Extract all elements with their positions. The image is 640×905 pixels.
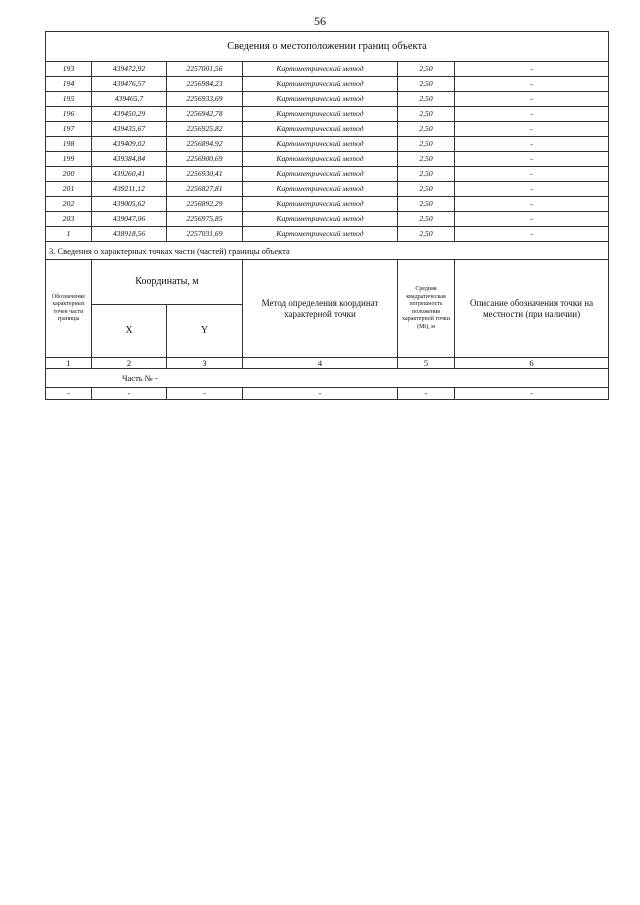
- col-index: 2: [92, 358, 167, 369]
- point-number: 200: [46, 167, 92, 182]
- page-number: 56: [314, 14, 326, 28]
- mt-value: 2,50: [398, 107, 455, 122]
- method: Картометрический метод: [243, 152, 398, 167]
- coord-x: 439005,62: [92, 197, 167, 212]
- coord-x: 439211,12: [92, 182, 167, 197]
- coord-y: 2257031,69: [167, 227, 243, 242]
- coord-y: 2256933,69: [167, 92, 243, 107]
- empty-cell: -: [243, 388, 398, 400]
- description: -: [455, 62, 609, 77]
- coord-y: 2256892,29: [167, 197, 243, 212]
- description: -: [455, 212, 609, 227]
- method: Картометрический метод: [243, 77, 398, 92]
- method: Картометрический метод: [243, 62, 398, 77]
- coord-y: 2256930,41: [167, 167, 243, 182]
- empty-cell: -: [92, 388, 167, 400]
- description: -: [455, 137, 609, 152]
- description: -: [455, 182, 609, 197]
- header-point-label: Обозначение характерных точек части границы: [46, 260, 92, 358]
- mt-value: 2,50: [398, 182, 455, 197]
- description: -: [455, 77, 609, 92]
- description: -: [455, 152, 609, 167]
- header-coordinates: Координаты, м: [92, 260, 243, 305]
- empty-cell: -: [167, 388, 243, 400]
- method: Картометрический метод: [243, 227, 398, 242]
- col-index: 5: [398, 358, 455, 369]
- coord-y: 2256925,82: [167, 122, 243, 137]
- coord-x: 439047,06: [92, 212, 167, 227]
- empty-cell: -: [455, 388, 609, 400]
- point-number: 201: [46, 182, 92, 197]
- col-index: 3: [167, 358, 243, 369]
- table-row: [46, 167, 609, 182]
- header-method: Метод определения координат характерной точки: [243, 260, 398, 358]
- coord-x: 439450,29: [92, 107, 167, 122]
- table-row: [46, 182, 609, 197]
- point-number: 202: [46, 197, 92, 212]
- coord-x: 439465,7: [92, 92, 167, 107]
- coord-x: 439260,41: [92, 167, 167, 182]
- table-row: [46, 122, 609, 137]
- header-description: Описание обозначения точки на местности (при наличии): [455, 260, 609, 358]
- coord-y: 2257001,56: [167, 62, 243, 77]
- mt-value: 2,50: [398, 197, 455, 212]
- coord-x: 439472,92: [92, 62, 167, 77]
- section-3-title: 3. Сведения о характерных точках части (частей) границы объекта: [46, 242, 609, 260]
- table-row: [46, 227, 609, 242]
- coord-x: 439476,57: [92, 77, 167, 92]
- mt-value: 2,50: [398, 62, 455, 77]
- mt-value: 2,50: [398, 152, 455, 167]
- method: Картометрический метод: [243, 182, 398, 197]
- mt-value: 2,50: [398, 92, 455, 107]
- coord-x: 439384,84: [92, 152, 167, 167]
- method: Картометрический метод: [243, 122, 398, 137]
- description: -: [455, 197, 609, 212]
- table-row: [46, 62, 609, 77]
- description: -: [455, 107, 609, 122]
- method: Картометрический метод: [243, 197, 398, 212]
- point-number: 195: [46, 92, 92, 107]
- description: -: [455, 92, 609, 107]
- mt-value: 2,50: [398, 227, 455, 242]
- mt-value: 2,50: [398, 167, 455, 182]
- method: Картометрический метод: [243, 137, 398, 152]
- part-label: Часть № -: [46, 369, 609, 388]
- header-mt: Средняя квадратическая погрешность положения характерной точки (Mt), м: [398, 260, 455, 358]
- point-number: 196: [46, 107, 92, 122]
- method: Картометрический метод: [243, 212, 398, 227]
- description: -: [455, 167, 609, 182]
- coord-x: 438918,56: [92, 227, 167, 242]
- point-number: 198: [46, 137, 92, 152]
- table-title: Сведения о местоположении границ объекта: [46, 32, 609, 62]
- coord-y: 2256894,92: [167, 137, 243, 152]
- mt-value: 2,50: [398, 122, 455, 137]
- coord-y: 2256942,78: [167, 107, 243, 122]
- empty-cell: -: [46, 388, 92, 400]
- coord-y: 2256827,81: [167, 182, 243, 197]
- point-number: 193: [46, 62, 92, 77]
- table-row: [46, 152, 609, 167]
- boundary-table: [45, 31, 609, 400]
- empty-cell: -: [398, 388, 455, 400]
- method: Картометрический метод: [243, 107, 398, 122]
- table-row: [46, 212, 609, 227]
- header-y: Y: [167, 305, 243, 358]
- point-number: 1: [46, 227, 92, 242]
- description: -: [455, 227, 609, 242]
- col-index: 6: [455, 358, 609, 369]
- mt-value: 2,50: [398, 212, 455, 227]
- mt-value: 2,50: [398, 137, 455, 152]
- coord-x: 439409,02: [92, 137, 167, 152]
- mt-value: 2,50: [398, 77, 455, 92]
- method: Картометрический метод: [243, 92, 398, 107]
- description: -: [455, 122, 609, 137]
- point-number: 203: [46, 212, 92, 227]
- col-index: 1: [46, 358, 92, 369]
- point-number: 199: [46, 152, 92, 167]
- table-row: [46, 92, 609, 107]
- coord-x: 439435,67: [92, 122, 167, 137]
- coord-y: 2256984,23: [167, 77, 243, 92]
- table-row: [46, 197, 609, 212]
- point-number: 197: [46, 122, 92, 137]
- header-x: X: [92, 305, 167, 358]
- table-row: [46, 77, 609, 92]
- method: Картометрический метод: [243, 167, 398, 182]
- coord-y: 2256975,85: [167, 212, 243, 227]
- table-row: [46, 137, 609, 152]
- table-row: [46, 107, 609, 122]
- col-index: 4: [243, 358, 398, 369]
- point-number: 194: [46, 77, 92, 92]
- coord-y: 2256900,69: [167, 152, 243, 167]
